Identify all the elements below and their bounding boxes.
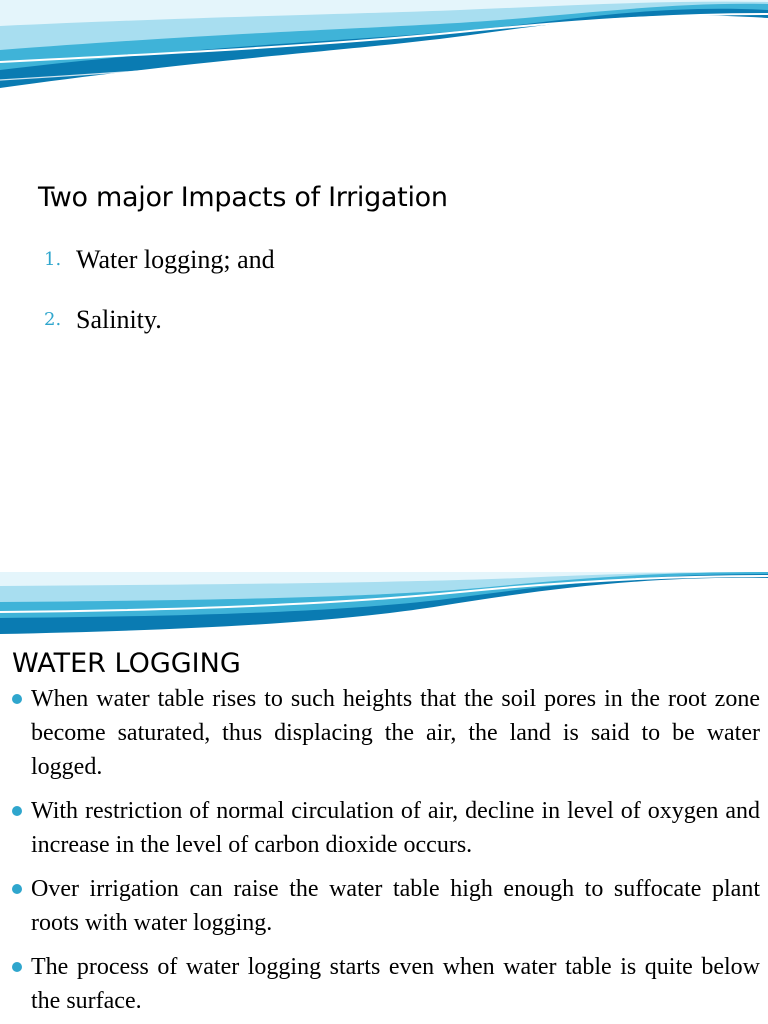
bullet-text: When water table rises to such heights that the soil pores in the root zone become saturated, thus displacing the air, the land is said to be water logged. <box>31 686 760 780</box>
slide-title: Two major Impacts of Irrigation <box>38 182 448 213</box>
bullet-item <box>0 872 768 940</box>
list-text: Salinity. <box>76 305 162 334</box>
bullet-item <box>0 794 768 862</box>
bullet-text: Over irrigation can raise the water table high enough to suffocate plant roots with water logging. <box>31 876 760 936</box>
list-text: Water logging; and <box>76 245 275 274</box>
bullet-text: The process of water logging starts even when water table is quite below the surface. <box>31 954 760 1014</box>
bullet-item <box>0 950 768 1018</box>
bullet-dot-icon <box>12 806 22 816</box>
bullet-item <box>0 682 768 784</box>
wave-header-graphic <box>0 572 768 642</box>
list-number: 2. <box>44 309 62 330</box>
bullet-text: With restriction of normal circulation of air, decline in level of oxygen and increase in the level of carbon dioxide occurs. <box>31 798 760 858</box>
list-number: 1. <box>44 249 62 270</box>
slide-water-logging <box>0 572 768 1024</box>
bullet-dot-icon <box>12 962 22 972</box>
bullet-dot-icon <box>12 884 22 894</box>
bullet-dot-icon <box>12 694 22 704</box>
wave-header-graphic <box>0 0 768 100</box>
bullet-list <box>0 682 768 1024</box>
slide-title: WATER LOGGING <box>12 648 241 679</box>
